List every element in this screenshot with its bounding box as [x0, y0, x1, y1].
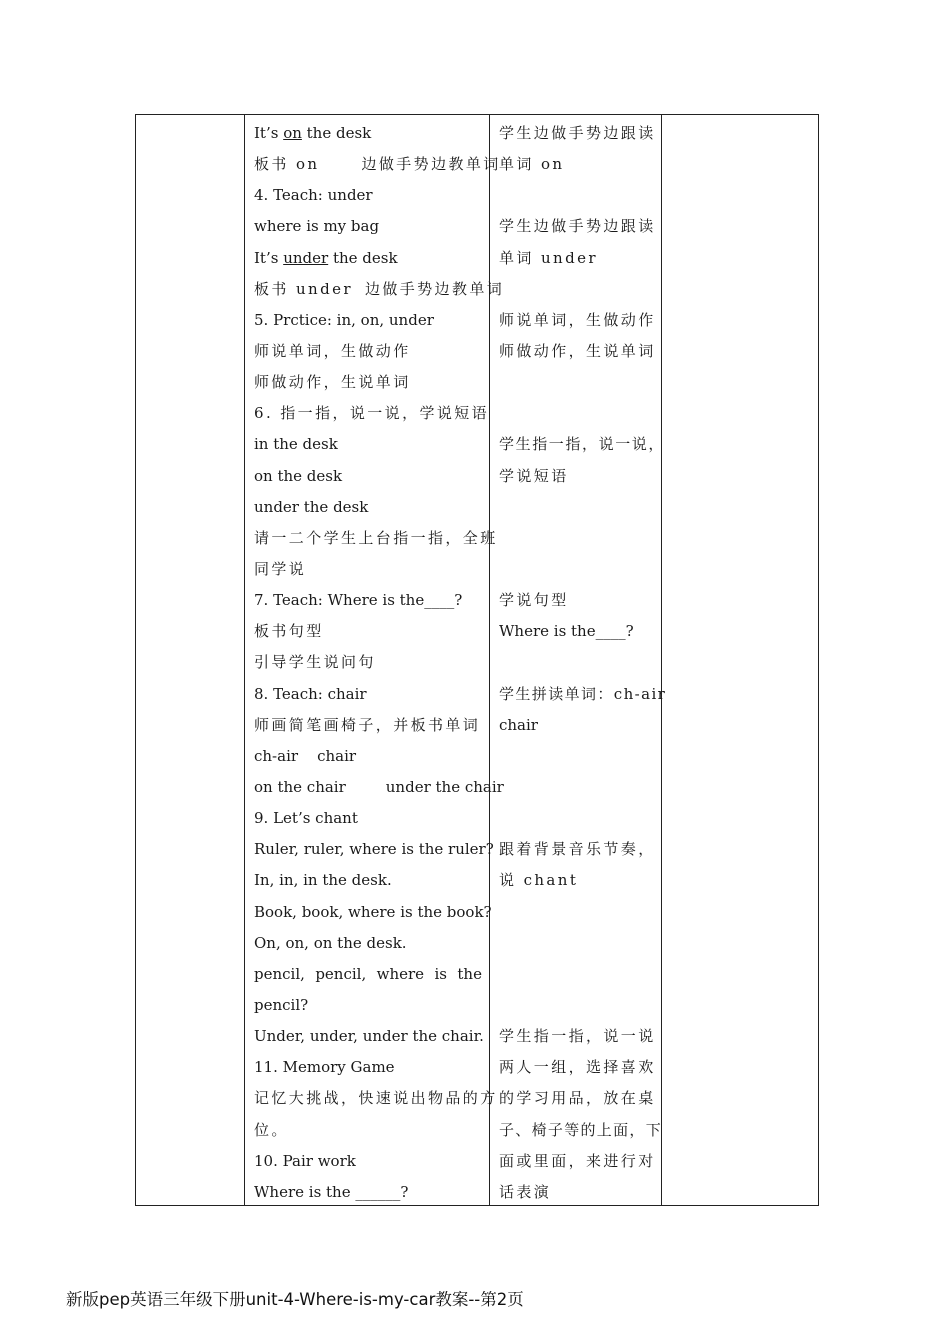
- column-divider: [661, 115, 662, 1205]
- text-line: 4. Teach: under: [254, 186, 373, 205]
- text-line: 师说单词，生做动作: [499, 310, 656, 329]
- text-line: 10. Pair work: [254, 1151, 356, 1170]
- text-line: 师说单词，生做动作: [254, 341, 411, 360]
- text-line: On, on, on the desk.: [254, 933, 407, 952]
- page-footer: 新版pep英语三年级下册unit-4-Where-is-my-car教案--第2页: [66, 1290, 524, 1309]
- text-line: 单词 under: [499, 248, 598, 267]
- text-line: 11. Memory Game: [254, 1058, 395, 1077]
- text-line: 两人一组，选择喜欢: [499, 1058, 656, 1077]
- text-line: 师做动作，生说单词: [499, 341, 656, 360]
- text-line: 学生指一指，说一说: [499, 1027, 656, 1046]
- text-line: 5. Prctice: in, on, under: [254, 310, 434, 329]
- text-line: Book, book, where is the book?: [254, 902, 492, 921]
- text-line: 学生指一指，说一说，: [499, 435, 666, 454]
- text-line: 8. Teach: chair: [254, 684, 367, 703]
- text-line: 子、椅子等的上面，下: [499, 1120, 663, 1139]
- text-line: 学生边做手势边跟读: [499, 217, 656, 236]
- text-line: 的学习用品，放在桌: [499, 1089, 656, 1108]
- text-line: pencil?: [254, 995, 309, 1014]
- text-line: 板书 on 边做手势边教单词: [254, 155, 501, 174]
- text-line: In, in, in the desk.: [254, 871, 392, 890]
- text-line: 板书句型: [254, 622, 324, 641]
- text-line: 说 chant: [499, 871, 579, 890]
- text-line: Under, under, under the chair.: [254, 1027, 484, 1046]
- lesson-plan-table: [135, 114, 819, 1206]
- text-line: 面或里面，来进行对: [499, 1151, 656, 1170]
- text-line: 话表演: [499, 1182, 552, 1201]
- text-line: 请一二个学生上台指一指，全班: [254, 528, 498, 547]
- text-line: 9. Let’s chant: [254, 809, 358, 828]
- text-line: where is my bag: [254, 217, 380, 236]
- text-line: 跟着背景音乐节奏，: [499, 840, 656, 859]
- text-line: ch-air chair: [254, 746, 357, 765]
- text-line: 单词 on: [499, 155, 565, 174]
- text-line: 板书 under 边做手势边教单词: [254, 279, 505, 298]
- teacher-activity-column: [254, 118, 505, 1208]
- text-line: 同学说: [254, 559, 307, 578]
- column-divider: [244, 115, 245, 1205]
- text-line: Ruler, ruler, where is the ruler?: [254, 840, 494, 859]
- text-line: Where is the ______?: [254, 1182, 409, 1201]
- text-line: 学说句型: [499, 591, 569, 610]
- text-line: 6. 指一指，说一说，学说短语: [254, 404, 490, 423]
- text-line: 师画简笔画椅子，并板书单词: [254, 715, 481, 734]
- text-line: pencil, pencil, where is the: [254, 964, 482, 983]
- text-line: under the desk: [254, 497, 369, 516]
- text-line: It’s on the desk: [254, 124, 372, 142]
- text-line: in the desk: [254, 435, 338, 454]
- text-line: 记忆大挑战，快速说出物品的方: [254, 1089, 498, 1108]
- text-line: 学生拼读单词：ch-air: [499, 684, 667, 703]
- text-line: on the desk: [254, 466, 343, 485]
- text-line: 师做动作，生说单词: [254, 373, 411, 392]
- text-line: 引导学生说问句: [254, 653, 376, 672]
- text-line: 学说短语: [499, 466, 569, 485]
- student-activity-column: [499, 118, 667, 1208]
- text-line: chair: [499, 715, 538, 734]
- column-divider: [489, 115, 490, 1205]
- text-line: 7. Teach: Where is the____?: [254, 591, 463, 610]
- text-line: 学生边做手势边跟读: [499, 124, 656, 142]
- text-line: It’s under the desk: [254, 248, 398, 267]
- text-line: on the chair under the chair: [254, 777, 504, 796]
- text-line: 位。: [254, 1120, 289, 1139]
- text-line: Where is the____?: [499, 622, 634, 641]
